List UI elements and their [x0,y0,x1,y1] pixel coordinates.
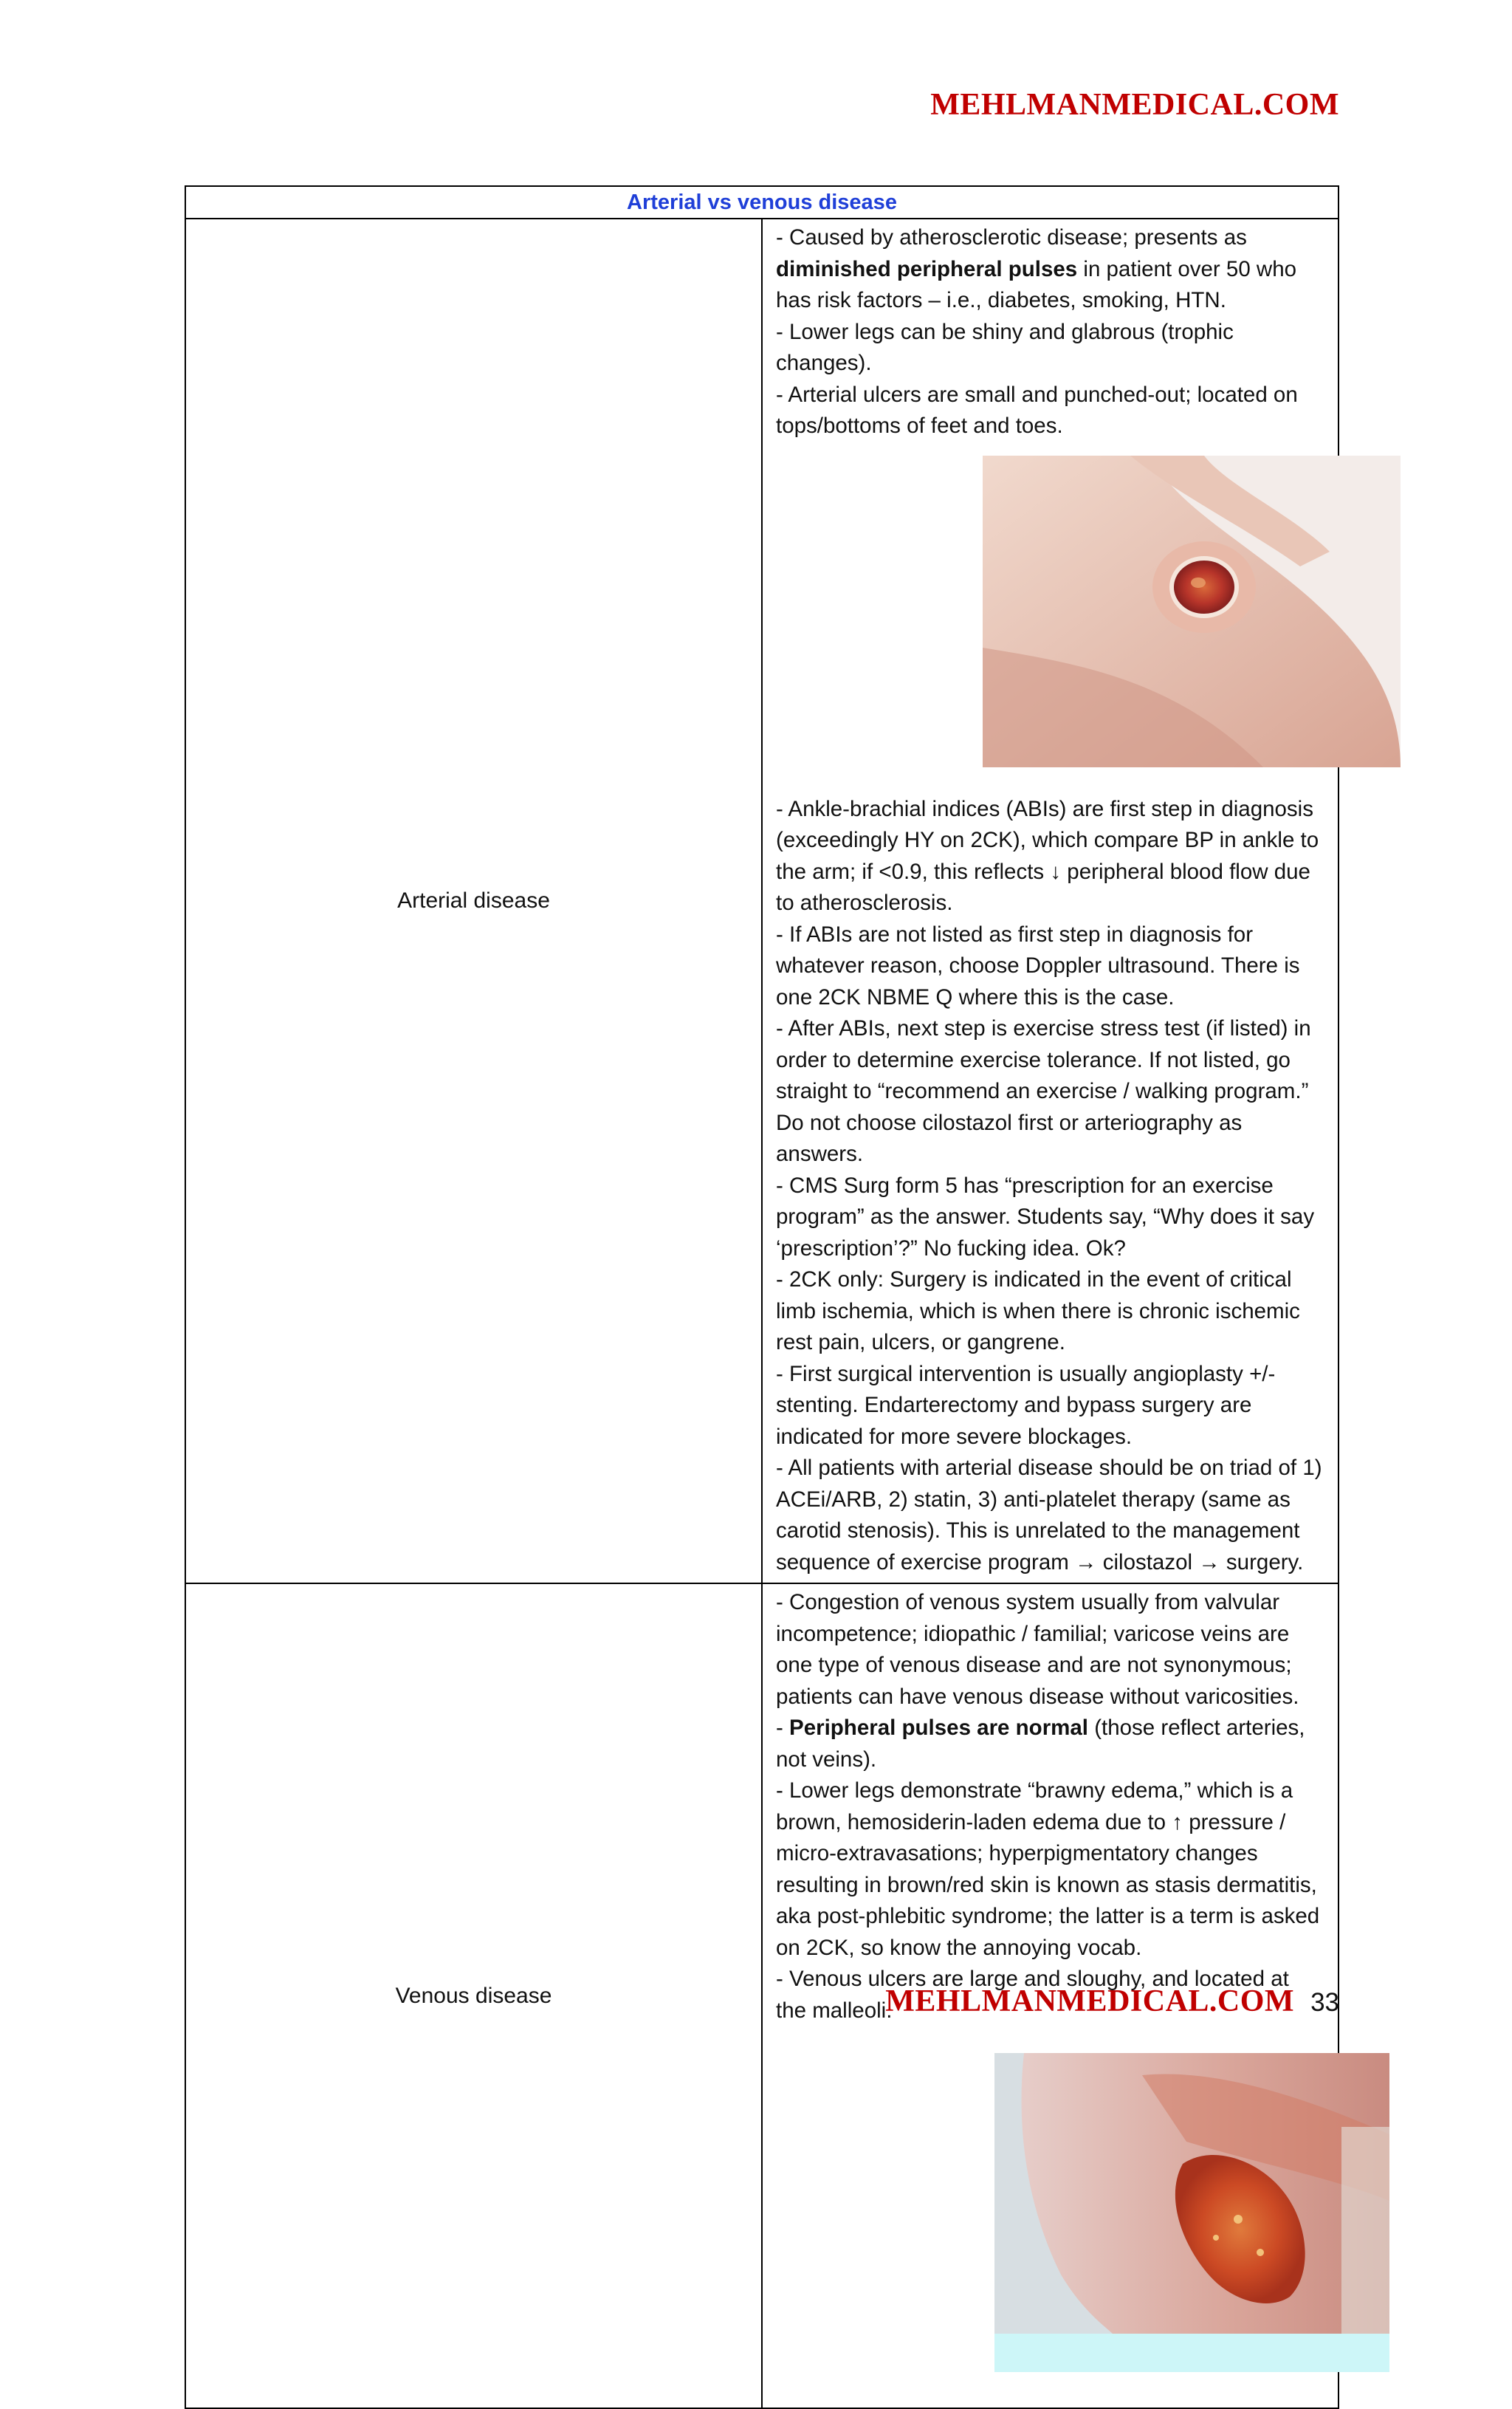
bold-phrase: diminished peripheral pulses [776,256,1078,281]
footer [885,1984,1339,2019]
row-content-arterial [762,219,1339,1583]
row-label-arterial: Arterial disease [185,219,762,1583]
venous-paragraph: - Lower legs demonstrate “brawny edema,” which is a brown, hemosiderin-laden edema due to ↑ pressure / micro-extravasations; hyperpigmentatory changes resulting in brown/red skin is known as stasis dermatitis, aka post-phlebitic syndrome; the latter is a term is asked on 2CK, so know the annoying vocab. [776,1778,1320,1960]
arterial-paragraph: - Lower legs can be shiny and glabrous (trophic changes). [776,319,1234,375]
table-row-arterial [185,219,1339,1583]
arterial-paragraph: - 2CK only: Surgery is indicated in the event of critical limb ischemia, which is when there is chronic ischemic rest pain, ulcers, or gangrene. [776,1267,1300,1354]
venous-ulcer-photo [994,2053,1389,2372]
header-brand: MEHLMANMEDICAL.COM [930,88,1339,122]
table-title: Arterial vs venous disease [185,186,1339,219]
arterial-paragraph: - Caused by atherosclerotic disease; presents as diminished peripheral pulses in patient over 50 who has risk factors – i.e., diabetes, smoking, HTN. [776,225,1297,312]
arterial-ulcer-photo [983,456,1401,767]
venous-paragraph: - Congestion of venous system usually from valvular incompetence; idiopathic / familial; varicose veins are one type of venous disease and are not synonymous; patients can have venous disease without varicosities. [776,1590,1299,1709]
arterial-paragraph: - If ABIs are not listed as first step in diagnosis for whatever reason, choose Doppler ultrasound. There is one 2CK NBME Q where this is the case. [776,922,1300,1010]
bold-phrase: Peripheral pulses are normal [789,1716,1089,1740]
row-label-venous: Venous disease [185,1583,762,2408]
footer-brand: MEHLMANMEDICAL.COM [885,1984,1295,2018]
arterial-paragraph: - First surgical intervention is usually angioplasty +/- stenting. Endarterectomy and bypass surgery are indicated for more severe blockages. [776,1361,1276,1449]
venous-paragraph: - Venous ulcers are large and sloughy, and located at the malleoli. [776,1967,1289,2023]
page-number: 33 [1310,1988,1339,2017]
arterial-paragraph: - CMS Surg form 5 has “prescription for an exercise program” as the answer. Students say, “Why does it say ‘prescription’?” No fucking idea. Ok? [776,1173,1315,1261]
venous-paragraph: - Peripheral pulses are normal (those reflect arteries, not veins). [776,1716,1305,1772]
arterial-paragraph: - Arterial ulcers are small and punched-out; located on tops/bottoms of feet and toes. [776,382,1298,438]
arterial-paragraph: - All patients with arterial disease should be on triad of 1) ACEi/ARB, 2) statin, 3) anti-platelet therapy (same as carotid stenosis). This is unrelated to the management sequence of exercise program → cilostazol → surgery. [776,1456,1322,1574]
comparison-table [185,185,1339,2409]
arterial-paragraph: - After ABIs, next step is exercise stress test (if listed) in order to determine exercise tolerance. If not listed, go straight to “recommend an exercise / walking program.” Do not choose cilostazol first or arteriography as answers. [776,1016,1311,1166]
arterial-paragraph: - Ankle-brachial indices (ABIs) are first step in diagnosis (exceedingly HY on 2CK), which compare BP in ankle to the arm; if <0.9, this reflects ↓ peripheral blood flow due to atherosclerosis. [776,796,1319,915]
